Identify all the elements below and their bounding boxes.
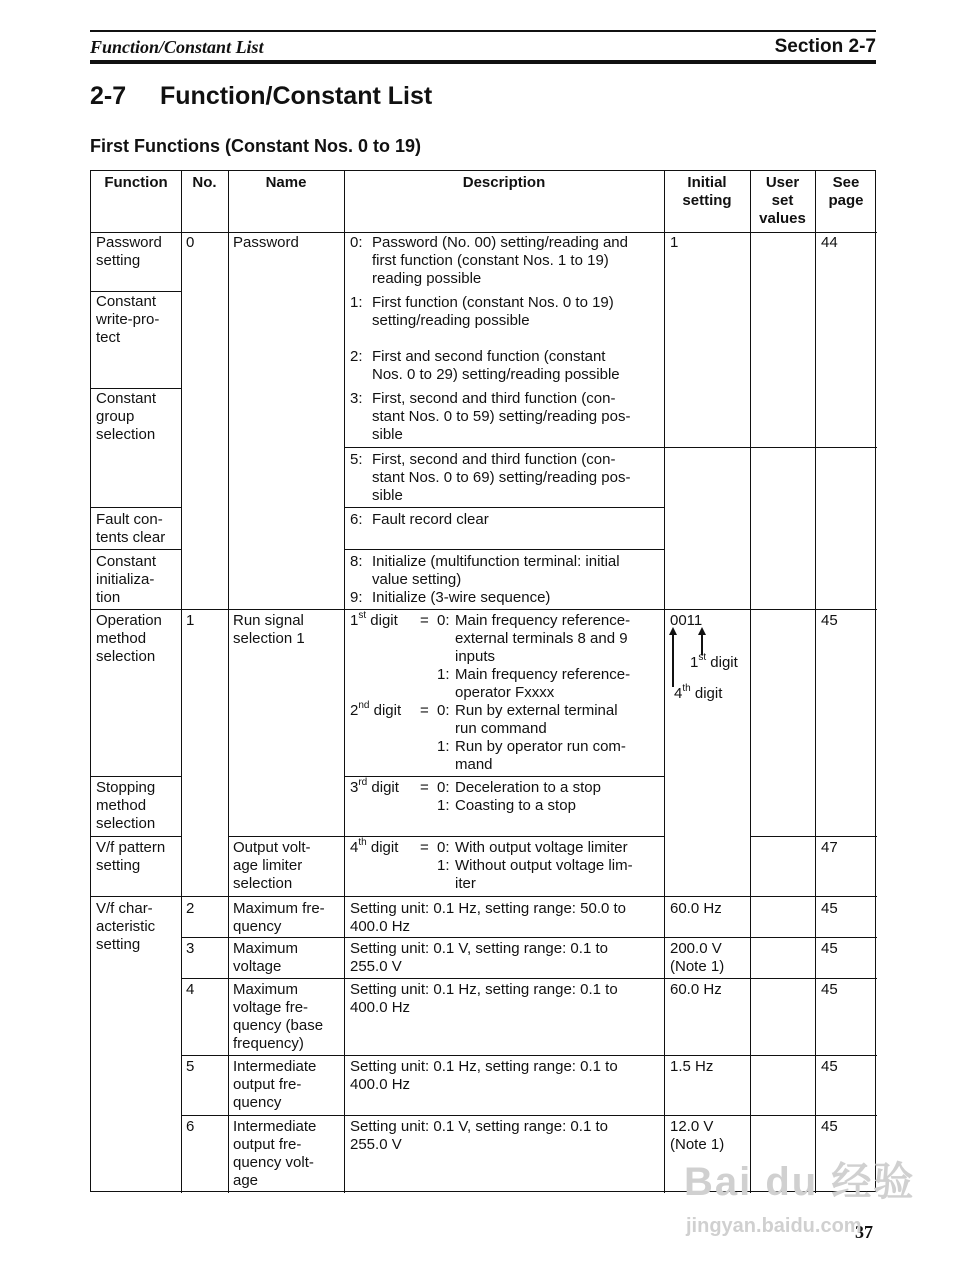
vf-row-divider [181,1115,877,1116]
vf-row-description: Setting unit: 0.1 Hz, setting range: 0.1 to 400.0 Hz [350,1058,618,1093]
digit-option-text: Deceleration to a stop [455,779,601,796]
divider-digit-2 [344,776,664,777]
vf-row-page: 45 [821,981,838,998]
label-1st-digit: 1st digit [690,652,738,671]
digit-option-key: 1: [437,797,450,814]
col-border-name [344,171,345,1193]
header-user-set-values: User set values [759,174,806,227]
function-vf-characteristic: V/f char- acteristic setting [96,900,156,953]
divider-stop-method [91,836,181,837]
digit-equals: = [420,839,429,856]
digit-equals: = [420,779,429,796]
divider-digit-3 [344,836,664,837]
section-title [90,82,432,111]
row0-name: Password [233,234,299,251]
running-header [90,36,876,60]
table-subtitle: First Functions (Constant Nos. 0 to 19) [90,136,422,156]
col-border-function [181,171,182,1193]
function-group-selection: Constant group selection [96,390,157,443]
digit-label: 3rd digit [350,777,399,796]
digit-option-text: With output voltage limiter [455,839,628,856]
item-text: Password (No. 00) setting/reading and first function (constant Nos. 1 to 19) reading possible [372,234,628,287]
divider-group-selection [91,507,181,508]
digit-option-key: 0: [437,779,450,796]
item-key: 0: [350,234,363,251]
vf-row-divider [181,978,877,979]
vf-row-divider [181,937,877,938]
label-4th-digit: 4th digit [674,683,723,702]
row0-page: 44 [821,234,838,251]
function-password-setting: Password setting [96,234,162,269]
vf-row-name: Maximum fre- quency [233,900,325,935]
constant-table [90,170,876,1192]
vf-row-no: 2 [186,900,195,917]
page-number: 37 [855,1222,873,1242]
digit-label: 2nd digit [350,700,402,719]
section-title-text: Function/Constant List [160,82,433,110]
header-no: No. [192,174,217,191]
header-chapter-title: Function/Constant List [90,37,264,57]
digit-option-key: 0: [437,612,450,629]
vf-row-initial: 60.0 Hz [670,981,722,998]
header-section-label: Section 2-7 [774,36,876,57]
item-text: First and second function (constant Nos. 0 to 29) setting/reading possible [372,348,620,383]
item-text: Fault record clear [372,511,489,528]
digit-equals: = [420,702,429,719]
vf-row-initial: 60.0 Hz [670,900,722,917]
digit-option-text: external terminals 8 and 9 [455,630,628,647]
digit-option-text: Coasting to a stop [455,797,576,814]
vf-row-description: Setting unit: 0.1 V, setting range: 0.1 to 255.0 V [350,940,608,975]
header-rule-top [90,30,876,32]
row1-name-run-signal: Run signal selection 1 [233,612,305,647]
header-rule-bottom [90,60,876,64]
function-operation-method: Operation method selection [96,612,162,665]
digit-label: 1st digit [350,610,398,629]
vf-row-description: Setting unit: 0.1 Hz, setting range: 0.1 to 400.0 Hz [350,981,618,1016]
function-initialization: Constant initializa- tion [96,553,157,606]
digit-option-text: Run by external terminal [455,702,618,719]
vf-row-no: 4 [186,981,195,998]
watermark-url: jingyan.baidu.com [686,1215,862,1237]
col-border-initial [750,171,751,1193]
digit-option-key: 1: [437,666,450,683]
vf-row-page: 45 [821,940,838,957]
row1-initial: 0011 [670,612,703,629]
vf-row-no: 3 [186,940,195,957]
row1-no: 1 [186,612,195,629]
item-text: First function (constant Nos. 0 to 19) setting/reading possible [372,294,614,329]
function-stopping-method: Stopping method selection [96,779,156,832]
vf-row-name: Intermediate output fre- quency [233,1058,317,1111]
watermark [684,1150,915,1238]
divider-desc-3 [344,447,877,448]
header-function: Function [104,174,168,191]
divider-name-run-signal [228,836,344,837]
digit-label: 4th digit [350,837,399,856]
vf-row-name: Maximum voltage fre- quency (base frequency) [233,981,324,1052]
row0-no: 0 [186,234,195,251]
item-key: 5: [350,451,363,468]
item-key: 9: [350,589,363,606]
row1-page-b: 47 [821,839,838,856]
divider-password [91,291,181,292]
function-write-protect: Constant write-pro- tect [96,293,160,346]
item-text: Initialize (3-wire sequence) [372,589,551,606]
vf-row-description: Setting unit: 0.1 Hz, setting range: 50.0 to 400.0 Hz [350,900,627,935]
item-key: 3: [350,390,363,407]
vf-row-page: 45 [821,900,838,917]
digit-option-text: inputs [455,648,496,665]
watermark-brand: Bai du 经验 [684,1160,916,1204]
vf-row-initial: 1.5 Hz [670,1058,714,1075]
vf-row-page: 45 [821,1058,838,1075]
col-border-no [228,171,229,1193]
digit-option-text: Main frequency reference- [455,612,631,629]
digit-option-text: operator Fxxxx [455,684,555,701]
divider-page-47 [750,836,877,837]
header-name: Name [265,174,307,191]
digit-option-text: Main frequency reference- [455,666,631,683]
arrow-4th-digit-head [669,627,677,635]
divider-desc-5 [344,507,664,508]
digit-option-text: Without output voltage lim- [455,857,633,874]
vf-row-initial: 12.0 V (Note 1) [670,1118,725,1153]
item-key: 1: [350,294,363,311]
digit-option-key: 1: [437,738,450,755]
divider-fault-clear [91,549,181,550]
item-text: First, second and third function (con- stant Nos. 0 to 69) setting/reading pos- sible [372,451,631,504]
item-text: First, second and third function (con- stant Nos. 0 to 59) setting/reading pos- sible [372,390,631,443]
header-description: Description [462,174,546,191]
vf-row-name: Maximum voltage [233,940,299,975]
divider-row0-bottom [91,609,877,610]
divider-row1-bottom [91,896,877,897]
divider-desc-6 [344,549,664,550]
item-key: 8: [350,553,363,570]
header-initial-setting: Initial setting [682,174,732,209]
digit-option-key: 1: [437,857,450,874]
arrow-1st-digit-head [698,627,706,635]
digit-option-key: 0: [437,702,450,719]
vf-row-description: Setting unit: 0.1 V, setting range: 0.1 to 255.0 V [350,1118,608,1153]
digit-option-text: Run by operator run com- [455,738,626,755]
divider-write-protect [91,388,181,389]
vf-row-page: 45 [821,1118,838,1135]
item-key: 2: [350,348,363,365]
digit-option-text: mand [455,756,493,773]
function-fault-clear: Fault con- tents clear [96,511,166,546]
digit-option-key: 0: [437,839,450,856]
row1-name-output-voltage-limiter: Output volt- age limiter selection [233,839,311,892]
header-divider [91,232,877,233]
vf-row-no: 5 [186,1058,195,1075]
item-text: Initialize (multifunction terminal: initial value setting) [372,553,620,588]
section-number: 2-7 [90,82,127,110]
vf-row-initial: 200.0 V (Note 1) [670,940,725,975]
header-see-page: See page [828,174,864,209]
function-vf-pattern: V/f pattern setting [96,839,166,874]
digit-equals: = [420,612,429,629]
row0-initial: 1 [670,234,679,251]
col-border-description [664,171,665,1193]
arrow-4th-digit-line [672,633,674,687]
divider-op-method [91,776,181,777]
row1-page-a: 45 [821,612,838,629]
digit-option-text: iter [455,875,476,892]
item-key: 6: [350,511,363,528]
vf-row-name: Intermediate output fre- quency volt- age [233,1118,317,1189]
vf-row-no: 6 [186,1118,195,1135]
col-border-user [815,171,816,1193]
vf-row-divider [181,1055,877,1056]
digit-option-text: run command [455,720,547,737]
